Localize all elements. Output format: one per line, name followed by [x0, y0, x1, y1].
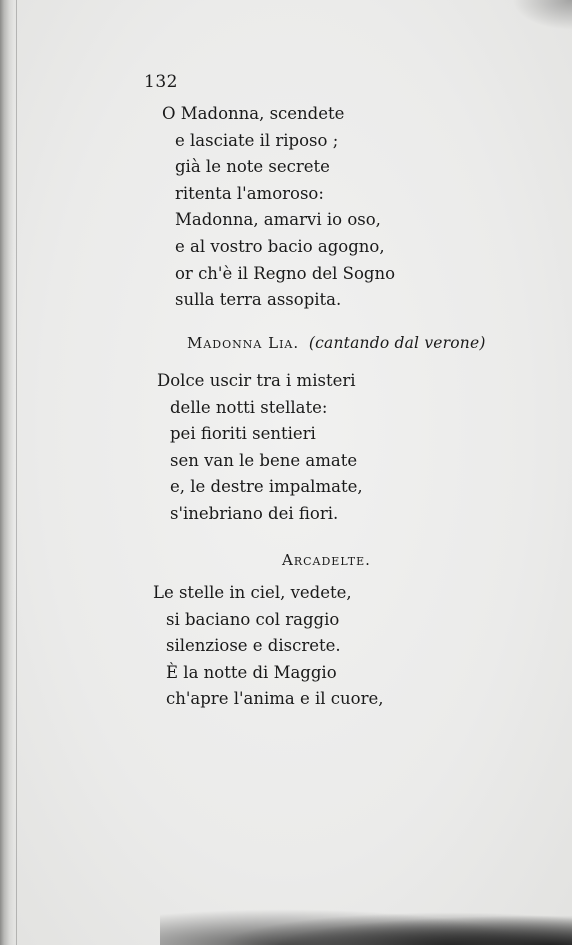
verse-line: già le note secrete: [175, 157, 330, 177]
verse-line: e, le destre impalmate,: [170, 477, 363, 497]
page-binding-shadow: [0, 0, 14, 945]
verse-line: O Madonna, scendete: [162, 104, 345, 123]
verse-line: Madonna, amarvi io oso,: [175, 210, 381, 230]
verse-line: s'inebriano dei fiori.: [170, 503, 339, 523]
verse-line: Dolce uscir tra i misteri: [157, 371, 356, 390]
stage-direction: (cantando dal verone): [308, 334, 486, 352]
verse-line: or ch'è il Regno del Sogno: [175, 263, 396, 283]
verse-line: e lasciate il riposo ;: [175, 130, 339, 150]
verse-line: sen van le bene amate: [170, 450, 358, 470]
verse-line: pei fioriti sentieri: [170, 424, 316, 444]
verse-line: silenziose e discrete.: [166, 636, 341, 656]
bottom-edge-damage: [160, 903, 572, 945]
speaker-heading-madonna-lia: [187, 334, 486, 352]
verse-line: Le stelle in ciel, vedete,: [153, 583, 352, 602]
verse-line: delle notti stellate:: [170, 397, 328, 417]
verse-line: si baciano col raggio: [166, 609, 340, 629]
verse-line: È la notte di Maggio: [166, 662, 337, 682]
speaker-name: Madonna Lia.: [187, 334, 300, 352]
page-number: 132: [144, 72, 178, 92]
corner-stain: [512, 0, 572, 30]
verse-line: e al vostro bacio agogno,: [175, 236, 385, 256]
stanza-1: [162, 101, 395, 314]
speaker-heading-arcadelte: [282, 551, 371, 569]
verse-line: ch'apre l'anima e il cuore,: [166, 689, 384, 709]
verse-line: sulla terra assopita.: [175, 290, 342, 310]
speaker-name: Arcadelte.: [282, 551, 371, 569]
stanza-2: [157, 368, 363, 528]
stanza-3: [153, 580, 384, 713]
verse-line: ritenta l'amoroso:: [175, 183, 324, 203]
page-edge-line: [16, 0, 17, 945]
